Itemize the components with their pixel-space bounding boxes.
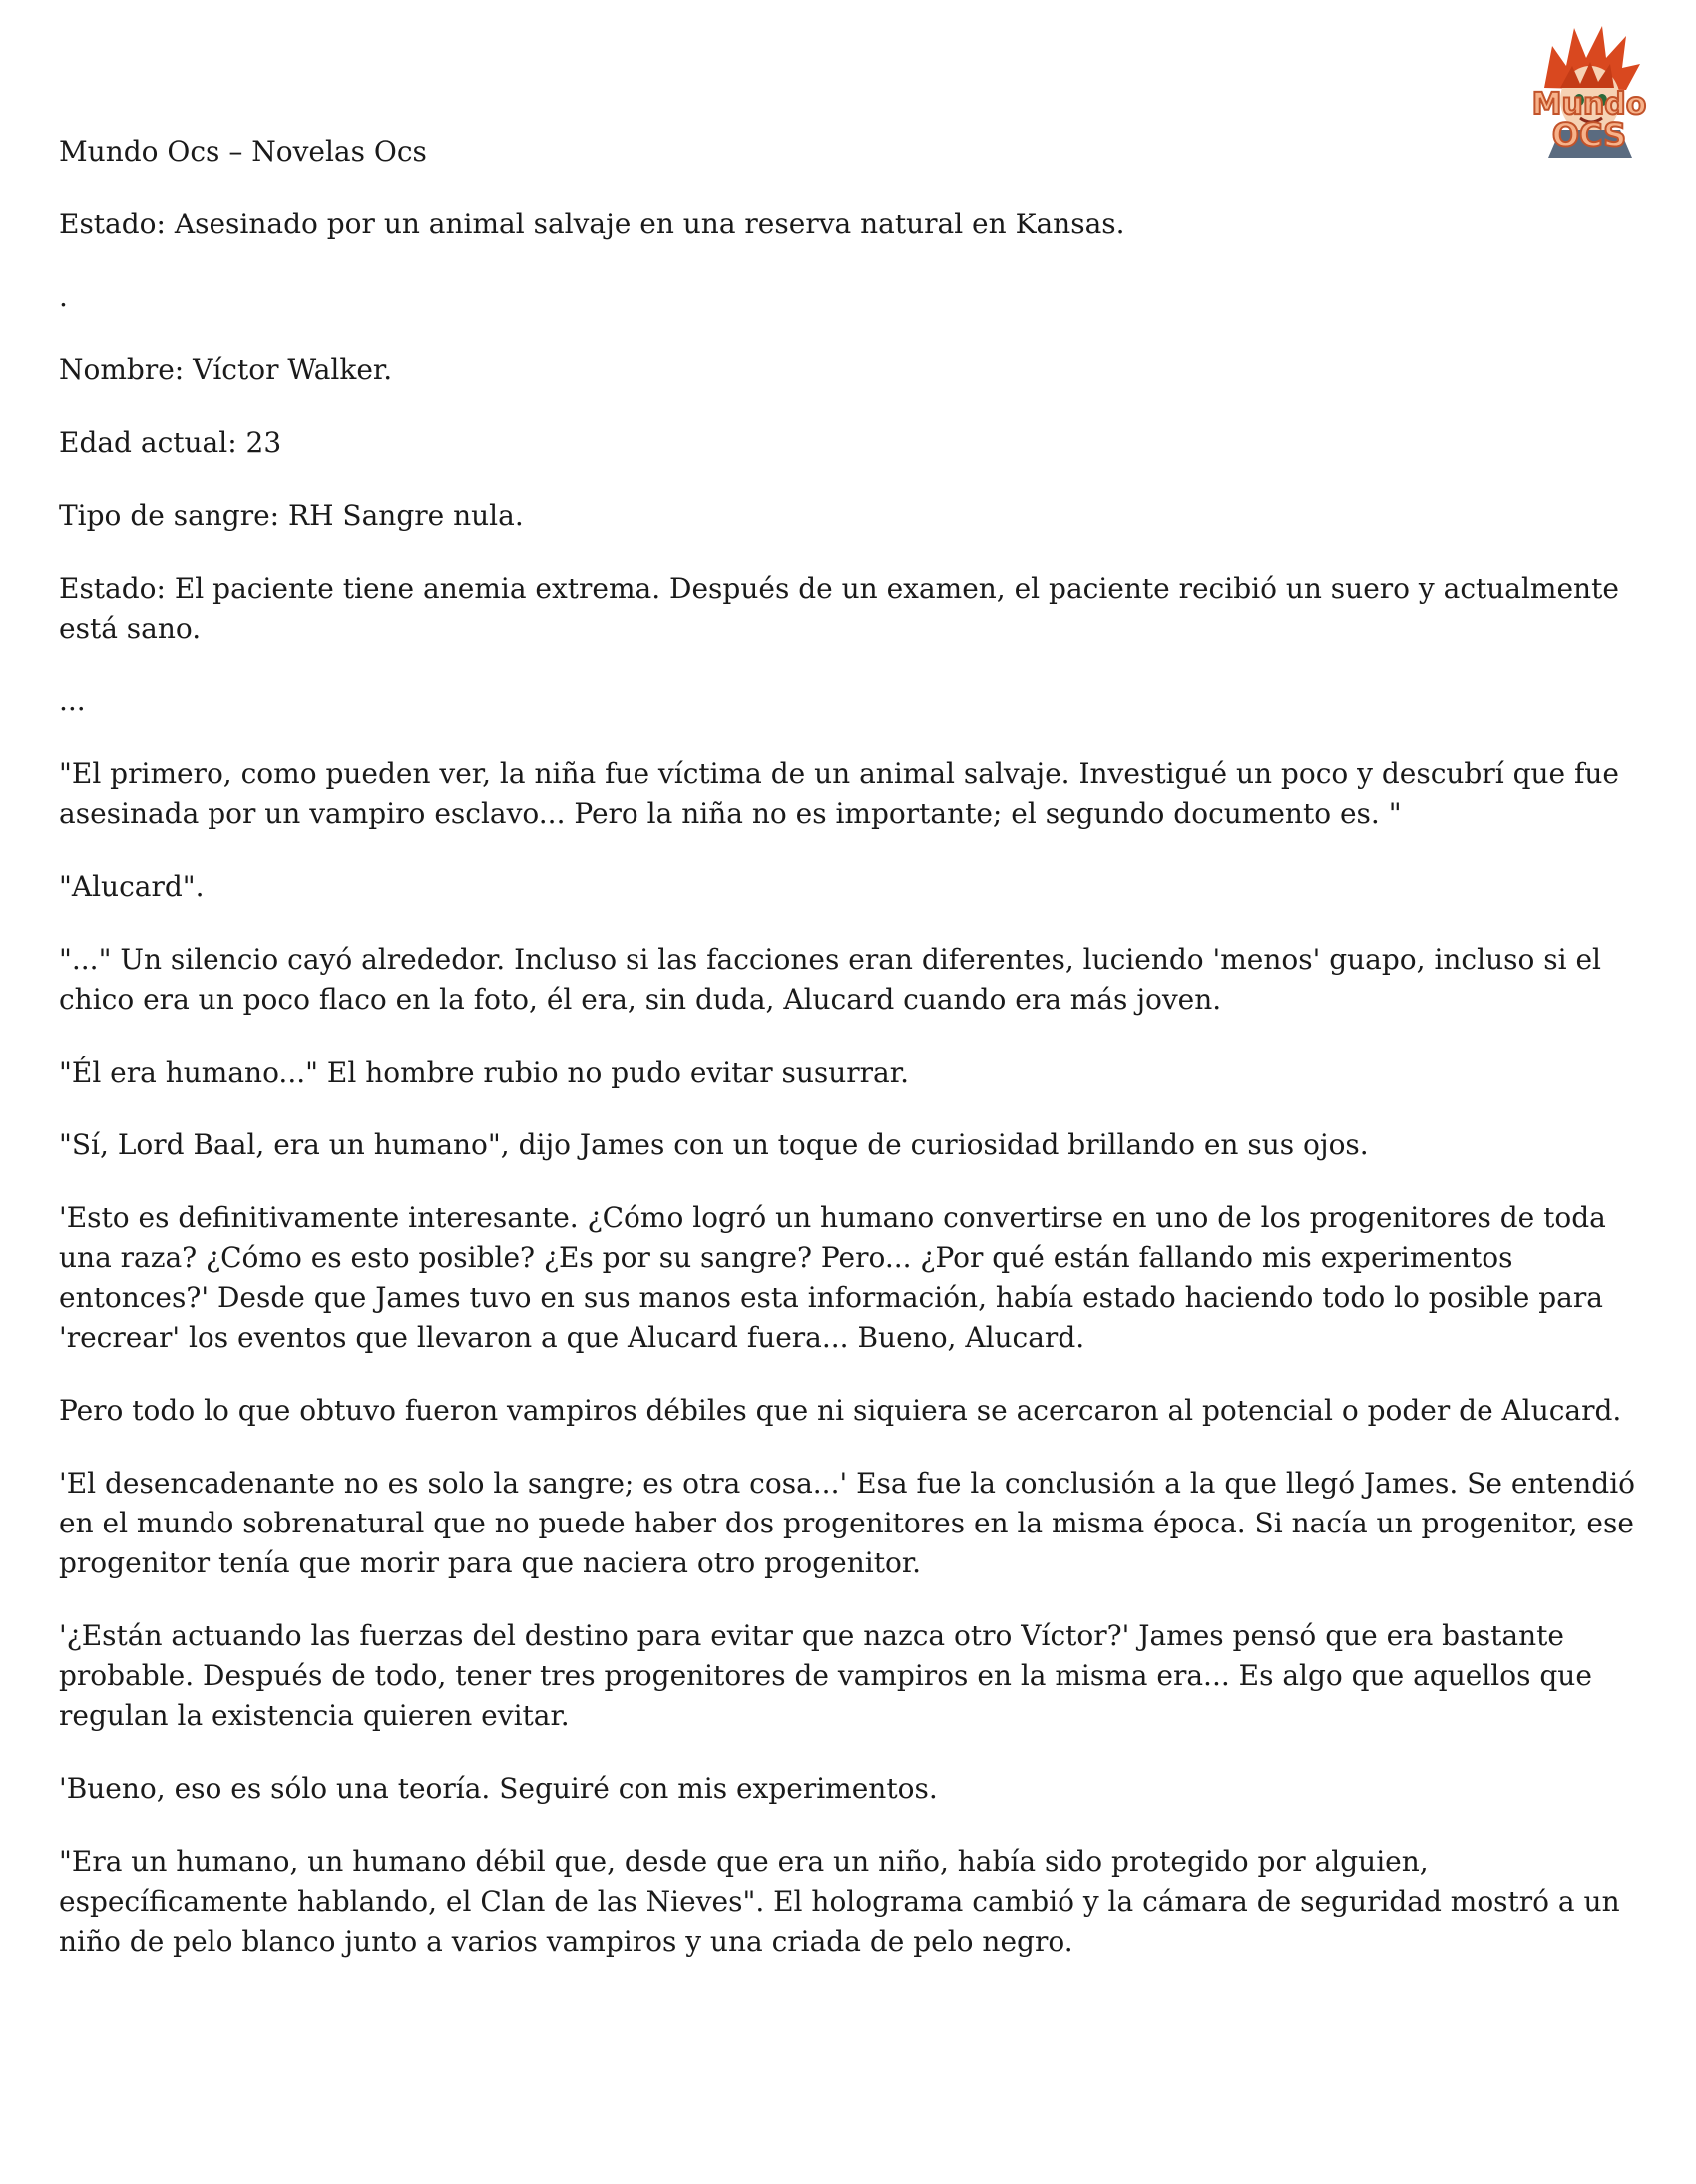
paragraph: 'El desencadenante no es solo la sangre; es otra cosa...' Esa fue la conclusión a la que llegó James. Se entendió en el mundo sobrenatural que no puede haber dos progenitores en la misma época. Si nacía un progenitor, ese progenitor tenía que morir para que naciera otro progenitor. [59,1467,1636,1579]
paragraph: "..." Un silencio cayó alrededor. Incluso si las facciones eran diferentes, luciendo 'menos' guapo, incluso si el chico era un poco flaco en la foto, él era, sin duda, Alucard cuando era más joven. [59,943,1601,1016]
paragraph: Estado: Asesinado por un animal salvaje en una reserva natural en Kansas. [59,208,1125,240]
paragraph: '¿Están actuando las fuerzas del destino para evitar que nazca otro Víctor?' James pensó que era bastante probable. Después de todo, tener tres progenitores de vampiros en la misma era... Es algo que aquellos que regulan la existencia quieren evitar. [59,1619,1592,1732]
paragraph: Tipo de sangre: RH Sangre nula. [59,499,524,532]
paragraph: "Alucard". [59,870,205,903]
paragraph: Pero todo lo que obtuvo fueron vampiros débiles que ni siquiera se acercaron al potencial o poder de Alucard. [59,1394,1622,1427]
paragraph: Nombre: Víctor Walker. [59,353,393,386]
paragraph: "Era un humano, un humano débil que, desde que era un niño, había sido protegido por alguien, específicamente hablando, el Clan de las Nieves". El holograma cambió y la cámara de seguridad mostró a un niño de pelo blanco junto a varios vampiros y una criada de pelo negro. [59,1845,1620,1958]
paragraph: "Sí, Lord Baal, era un humano", dijo James con un toque de curiosidad brillando en sus ojos. [59,1128,1369,1161]
paragraph: Estado: El paciente tiene anemia extrema. Después de un examen, el paciente recibió un suero y actualmente está sano. [59,572,1619,645]
document-header: Mundo Ocs – Novelas Ocs [59,135,427,168]
paragraph: 'Esto es definitivamente interesante. ¿Cómo logró un humano convertirse en uno de los progenitores de toda una raza? ¿Cómo es esto posible? ¿Es por su sangre? Pero... ¿Por qué están fallando mis experimentos entonces?' Desde que James tuvo en sus manos esta información, había estado haciendo todo lo posible para 'recrear' los eventos que llevaron a que Alucard fuera... Bueno, Alucard. [59,1201,1606,1354]
logo-text-ocs: OCS [1551,116,1627,154]
paragraph: "Él era humano..." El hombre rubio no pudo evitar susurrar. [59,1056,909,1089]
paragraph: Edad actual: 23 [59,426,282,459]
logo-text-mundo: Mundo [1531,87,1647,122]
paragraph: ... [59,684,86,717]
document-body [59,132,1655,1994]
paragraph: . [59,280,68,313]
paragraph: "El primero, como pueden ver, la niña fue víctima de un animal salvaje. Investigué un poco y descubrí que fue asesinada por un vampiro esclavo... Pero la niña no es importante; el segundo documento es. " [59,757,1619,830]
paragraph: 'Bueno, eso es sólo una teoría. Seguiré con mis experimentos. [59,1772,938,1805]
paragraph-list [59,205,1655,1962]
